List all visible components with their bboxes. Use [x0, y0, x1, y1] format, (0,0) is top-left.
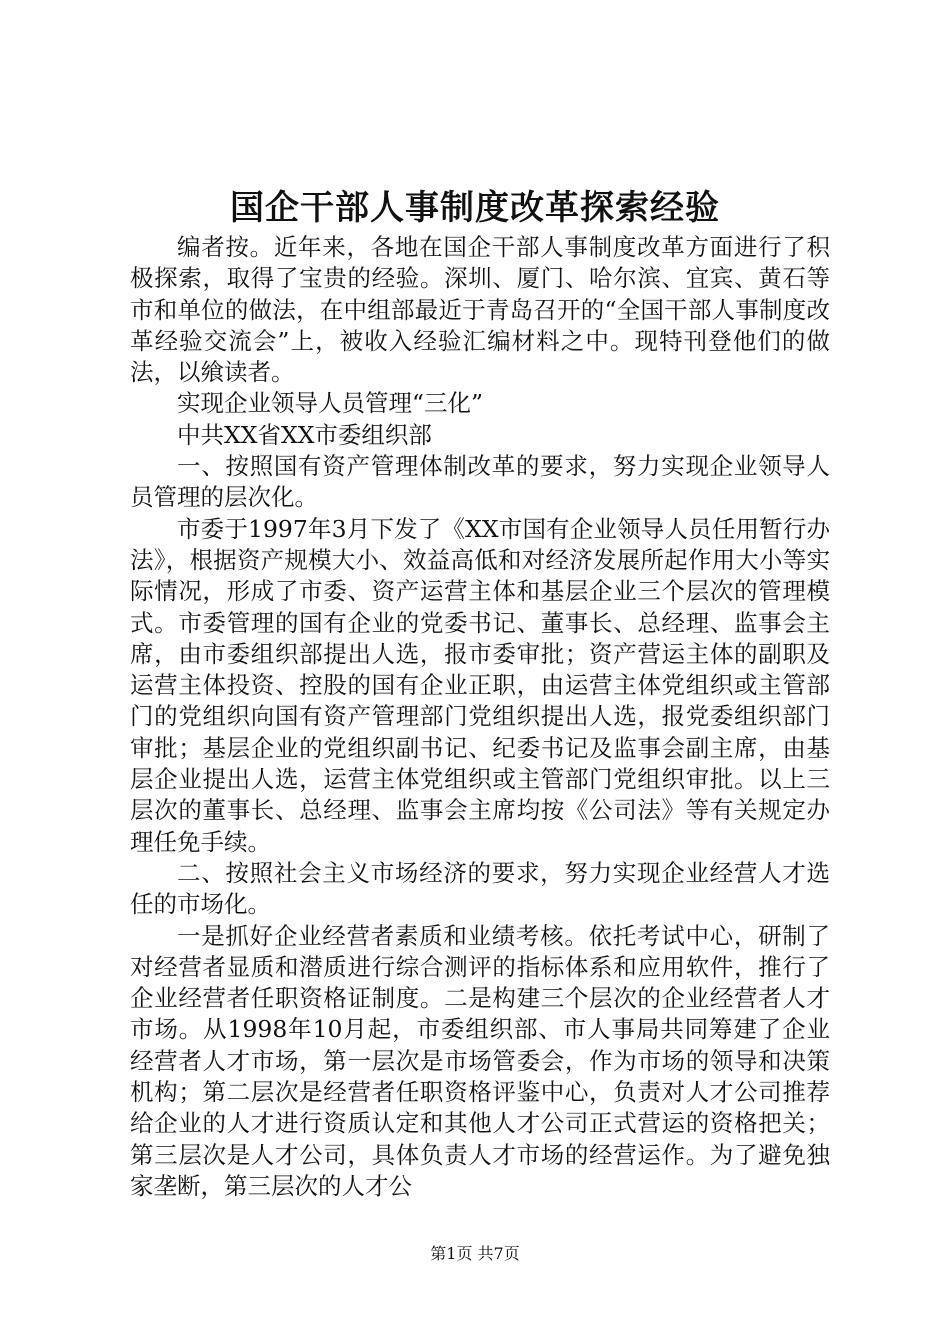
section-heading: 实现企业领导人员管理“三化”	[177, 389, 484, 418]
document-body	[130, 232, 830, 1202]
point-one-paragraph: 市委于1997年3月下发了《XX市国有企业领导人员任用暂行办法》，根据资产规模大小、效益高低和对经济发展所起作用大小等实际情况，形成了市委、资产运营主体和基层企业三个层次的管理模式。市委管理的国有企业的党委书记、董事长、总经理、监事会主席，由市委组织部提出人选，报市委审批；资产营运主体的副职及运营主体投资、控股的国有企业正职，由运营主体党组织或主管部门的党组织向国有资产管理部门党组织提出人选，报党委组织部门审批；基层企业的党组织副书记、纪委书记及监事会副主席，由基层企业提出人选，运营主体党组织或主管部门党组织审批。以上三层次的董事长、总经理、监事会主席均按《公司法》等有关规定办理任免手续。	[130, 514, 830, 856]
page-footer: 第1页 共7页	[430, 1244, 520, 1263]
point-two-paragraph: 一是抓好企业经营者素质和业绩考核。依托考试中心，研制了对经营者显质和潜质进行综合测评的指标体系和应用软件，推行了企业经营者任职资格证制度。二是构建三个层次的企业经营者人才市场。从1998年10月起，市委组织部、市人事局共同筹建了企业经营者人才市场，第一层次是市场管委会，作为市场的领导和决策机构；第二层次是经营者任职资格评鉴中心，负责对人才公司推荐给企业的人才进行资质认定和其他人才公司正式营运的资格把关；第三层次是人才公司，具体负责人才市场的经营运作。为了避免独家垄断，第三层次的人才公	[130, 921, 830, 1200]
point-one-heading: 一、按照国有资产管理体制改革的要求，努力实现企业领导人员管理的层次化。	[130, 452, 830, 512]
author-line: 中共XX省XX市委组织部	[177, 420, 432, 449]
editor-note-paragraph: 编者按。近年来，各地在国企干部人事制度改革方面进行了积极探索，取得了宝贵的经验。深圳、厦门、哈尔滨、宜宾、黄石等市和单位的做法，在中组部最近于青岛召开的“全国干部人事制度改革经验交流会”上，被收入经验汇编材料之中。现特刊登他们的做法，以飨读者。	[130, 233, 830, 387]
point-two-heading: 二、按照社会主义市场经济的要求，努力实现企业经营人才选任的市场化。	[130, 858, 830, 919]
document-title: 国企干部人事制度改革探索经验	[230, 188, 720, 228]
